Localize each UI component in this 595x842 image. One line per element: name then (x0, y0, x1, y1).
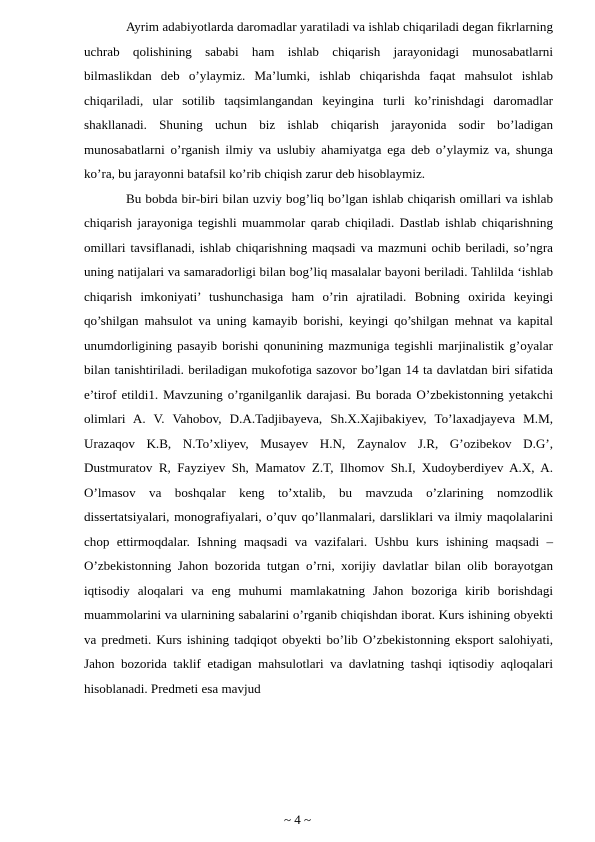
body-text (84, 15, 553, 701)
paragraph-2: Bu bobda bir-biri bilan uzviy bog’liq bo’lgan ishlab chiqarish omillari va ishlab chiqarish jarayoniga tegishli muammolar qarab chiqiladi. Dastlab ishlab chiqarishning omillari tavsiflanadi, ishlab chiqarishning maqsadi va mazmuni ochib beriladi, so’ngra uning natijalari va samaradorligi bilan bog’liq masalalar bayoni beriladi. Tahlilda ‘ishlab chiqarish imkoniyati’ tushunchasiga ham o’rin ajratiladi. Bobning oxirida keyingi qo’shilgan mahsulot va uning kamayib borishi, keyingi qo’shilgan mehnat va kapital unumdorligining pasayib borishi qonunining mazmuniga tegishli marjinalistik g’oyalar bilan tanishtiriladi. beriladigan mukofotiga sazovor bo’lgan 14 ta davlatdan biri sifatida e’tirof etildi1. Mavzuning o’rganilganlik darajasi. Bu borada O’zbekistonning yetakchi olimlari A. V. Vahobov, D.A.Tadjibayeva, Sh.X.Xajibakiyev, To’laxadjayeva M.M, Urazaqov K.B, N.To’xliyev, Musayev H.N, Zaynalov J.R, G’ozibekov D.G’, Dustmuratov R, Fayziyev Sh, Mamatov Z.T, Ilhomov Sh.I, Xudoyberdiyev A.X, A. O’lmasov va boshqalar keng to’xtalib, bu mavzuda o’zlarining nomzodlik dissertatsiyalari, monografiyalari, o’quv qo’llanmalari, darsliklari va ilmiy maqolalarini chop ettirmoqdalar. Ishning maqsadi va vazifalari. Ushbu kurs ishining maqsadi – O’zbekistonning Jahon bozorida tutgan o’rni, xorijiy davlatlar bilan olib borayotgan iqtisodiy aloqalari va eng muhumi mamlakatning Jahon bozoriga kirib borishdagi muammolarini va ularnining sabalarini o’rganib chiqishdan iborat. Kurs ishining obyekti va predmeti. Kurs ishining tadqiqot obyekti bo’lib O’zbekistonning eksport salohiyati, Jahon bozorida taklif etadigan mahsulotlari va davlatning tashqi iqtisodiy aqloqalari hisoblanadi. Predmeti esa mavjud (84, 190, 553, 696)
page-number: ~ 4 ~ (283, 812, 312, 827)
paragraph-1: Ayrim adabiyotlarda daromadlar yaratiladi va ishlab chiqariladi degan fikrlarning uchrab qolishining sababi ham ishlab chiqarish jarayonidagi munosabatlarni bilmaslikdan deb o’ylaymiz. Ma’lumki, ishlab chiqarishda faqat mahsulot ishlab chiqariladi, ular sotilib taqsimlangandan keyingina turli ko’rinishdagi daromadlar shakllanadi. Shuning uchun biz ishlab chiqarish jarayonida sodir bo’ladigan munosabatlarni o’rganish ilmiy va uslubiy ahamiyatga ega deb o’ylaymiz va, shunga ko’ra, bu jarayonni batafsil ko’rib chiqish zarur deb hisoblaymiz. (84, 19, 553, 181)
